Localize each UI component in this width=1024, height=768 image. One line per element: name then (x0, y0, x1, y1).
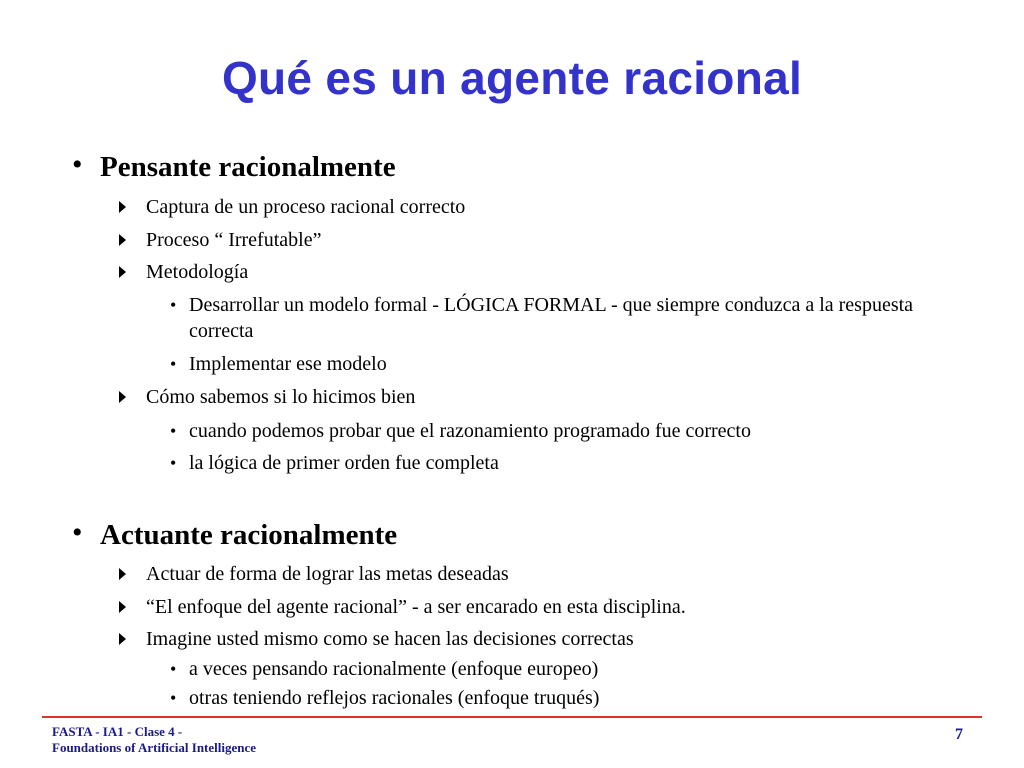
sub-list-item-text: cuando podemos probar que el razonamiento programado fue correcto (189, 420, 751, 442)
sub-list-item-text: otras teniendo reflejos racionales (enfoque truqués) (189, 687, 600, 709)
footer-line-2: Foundations of Artificial Intelligence (52, 740, 257, 755)
sub-list-item-text: Desarrollar un modelo formal - LÓGICA FORMAL - que siempre conduzca a la respuesta correcta (189, 294, 914, 342)
sub-list-item-text: Implementar ese modelo (189, 353, 387, 375)
bullet-dot-icon: • (170, 354, 177, 374)
list-item (146, 561, 509, 587)
triangle-bullet-icon (119, 391, 126, 403)
triangle-bullet-icon (119, 201, 126, 213)
triangle-bullet-icon (119, 601, 126, 613)
list-item-text: Cómo sabemos si lo hicimos bien (146, 386, 416, 408)
slide-title: Qué es un agente racional (221, 52, 803, 104)
triangle-bullet-icon (119, 633, 126, 645)
list-item (146, 626, 634, 652)
sub-list-item-text: a veces pensando racionalmente (enfoque europeo) (189, 658, 599, 680)
sub-list-item-text: la lógica de primer orden fue completa (189, 452, 499, 474)
list-item-text: “El enfoque del agente racional” - a ser encarado en esta disciplina. (146, 596, 686, 618)
bullet-dot-icon: • (170, 453, 177, 473)
sub-list-item (170, 351, 387, 377)
bullet-dot-icon: • (170, 421, 177, 441)
section-heading-actuante (72, 516, 398, 552)
list-item-text: Captura de un proceso racional correcto (146, 196, 466, 218)
sub-list-item (170, 450, 499, 476)
list-item (146, 384, 415, 410)
bullet-dot-icon: • (170, 659, 177, 679)
sub-list-item (170, 685, 600, 711)
sub-list-item (170, 418, 751, 444)
list-item-text: Actuar de forma de lograr las metas deseadas (146, 563, 509, 585)
bullet-dot-icon: • (72, 516, 83, 549)
triangle-bullet-icon (119, 234, 126, 246)
triangle-bullet-icon (119, 266, 126, 278)
footer-divider (42, 716, 982, 718)
list-item-text: Imagine usted mismo como se hacen las decisiones correctas (146, 628, 634, 650)
bullet-dot-icon: • (72, 148, 83, 181)
triangle-bullet-icon (119, 568, 126, 580)
list-item-text: Proceso “ Irrefutable” (146, 229, 322, 251)
footer-line-1: FASTA - IA1 - Clase 4 - (52, 724, 183, 739)
bullet-dot-icon: • (170, 295, 177, 315)
list-item (146, 227, 321, 253)
sub-list-item (170, 656, 599, 682)
section-heading-pensante (72, 148, 396, 184)
bullet-dot-icon: • (170, 688, 177, 708)
section-heading-label: Actuante racionalmente (100, 519, 398, 551)
list-item (146, 259, 248, 285)
sub-list-item (170, 292, 949, 344)
list-item (146, 194, 465, 220)
list-item-text: Metodología (146, 261, 249, 283)
list-item (146, 594, 686, 620)
section-heading-label: Pensante racionalmente (100, 151, 396, 183)
footer-caption (52, 724, 256, 756)
page-number: 7 (955, 726, 963, 743)
